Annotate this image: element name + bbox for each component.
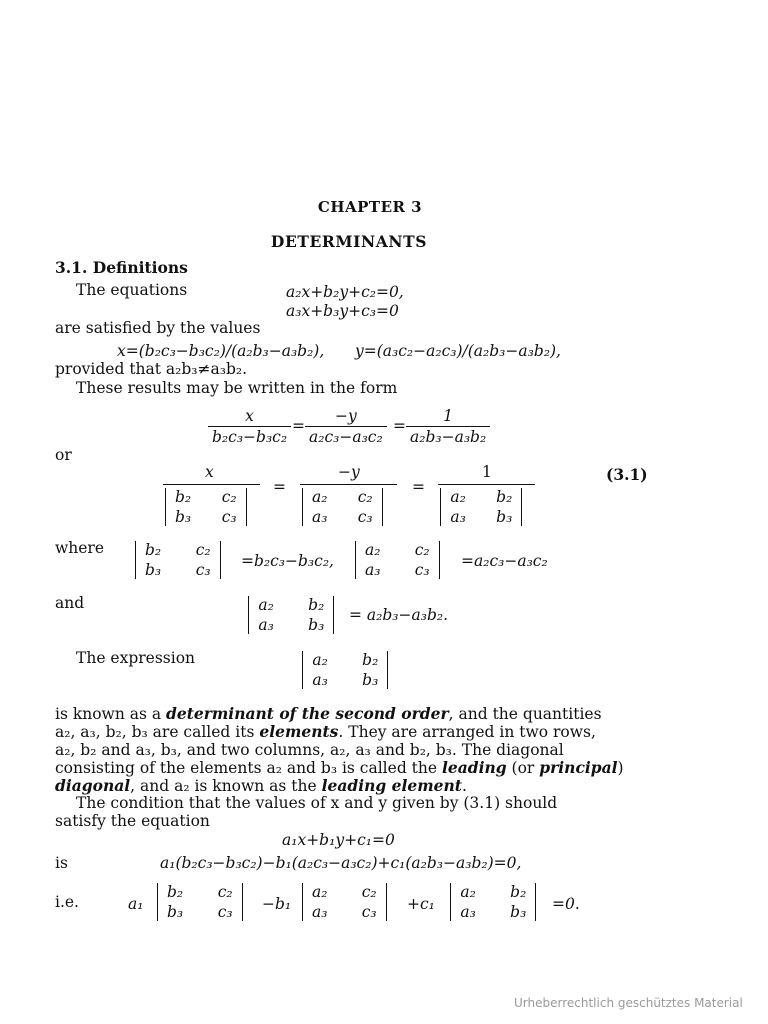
det-element: b₃ [167, 903, 184, 921]
fraction-denominator: b₂c₃−b₃c₂ [212, 428, 288, 446]
provided-text: provided that a₂b₃≠a₃b₂. [55, 360, 248, 378]
det-element: b₂ [308, 596, 325, 614]
emphasis: leading [441, 758, 507, 777]
paragraph-line: a₂, b₂ and a₃, b₃, and two columns, a₂, a₃ and b₂, b₃. The diagonal [55, 741, 564, 759]
emphasis: diagonal [55, 776, 131, 795]
det-element: a₃ [460, 903, 476, 921]
section-heading: 3.1. Definitions [55, 258, 188, 277]
fraction-bar [438, 484, 535, 485]
numerator-minus-y: −y [338, 463, 360, 481]
det-element: b₃ [145, 561, 162, 579]
determinant-bc [135, 541, 221, 579]
det-element: b₃ [308, 616, 325, 634]
det-element: c₂ [221, 488, 237, 506]
fraction-x [208, 407, 291, 446]
copyright-watermark: Urheberrechtlich geschütztes Material [514, 996, 743, 1010]
determinant-ab [440, 488, 522, 526]
fraction-one [406, 407, 490, 446]
det-element: a₃ [365, 561, 381, 579]
determinant-ab [302, 651, 388, 689]
det-element: a₂ [258, 596, 274, 614]
determinant-bc [157, 883, 243, 921]
det-element: b₃ [175, 508, 192, 526]
text-run: . [461, 777, 467, 795]
coefficient-plus-c1: +c₁ [407, 895, 435, 913]
is-label: is [55, 854, 68, 872]
emphasis: principal [539, 758, 618, 777]
det-element: a₃ [312, 508, 328, 526]
det-element: c₂ [217, 883, 233, 901]
where-label: where [55, 539, 105, 557]
paragraph-line: The condition that the values of x and y given by (3.1) should [76, 794, 558, 812]
equals-zero: =0. [552, 895, 580, 913]
determinant-ac [355, 541, 440, 579]
equation-1: a₂x+b₂y+c₂=0, [286, 283, 404, 301]
intro-label: The equations [76, 281, 188, 299]
det-element: c₂ [361, 883, 377, 901]
text-run: consisting of the elements a₂ and b₃ is called the [55, 759, 442, 777]
determinant-ab [248, 596, 334, 634]
det-element: c₂ [195, 541, 211, 559]
det-element: c₃ [195, 561, 211, 579]
det-element: b₂ [175, 488, 192, 506]
det-element: c₂ [414, 541, 430, 559]
equals-sign: = [393, 417, 406, 435]
determinant-ac [302, 488, 383, 526]
chapter-number: CHAPTER 3 [317, 198, 423, 216]
where-value-2: =a₂c₃−a₃c₂ [461, 552, 548, 570]
det-element: c₃ [357, 508, 373, 526]
det-element: a₃ [450, 508, 466, 526]
numerator-x: x [205, 463, 214, 481]
or-label: or [55, 446, 72, 464]
ie-label: i.e. [55, 893, 79, 911]
fraction-denominator: a₂b₃−a₃b₂ [410, 428, 487, 446]
fraction-bar [163, 484, 260, 485]
equation-2: a₃x+b₃y+c₃=0 [286, 302, 399, 320]
det-element: c₃ [361, 903, 377, 921]
form-text: These results may be written in the form [76, 379, 398, 397]
emphasis: determinant of the second order [166, 704, 449, 723]
solution-x: x=(b₂c₃−b₃c₂)/(a₂b₃−a₃b₂), [117, 342, 325, 360]
det-element: b₂ [362, 651, 379, 669]
equation-3: a₁x+b₁y+c₁=0 [282, 831, 395, 849]
fraction-numerator: −y [305, 407, 387, 427]
emphasis: leading element [321, 776, 462, 795]
det-element: a₂ [312, 883, 328, 901]
det-element: b₂ [167, 883, 184, 901]
paragraph-line [55, 705, 602, 723]
det-element: c₃ [414, 561, 430, 579]
chapter-title: DETERMINANTS [270, 232, 428, 251]
equals-sign: = [412, 478, 425, 496]
det-element: b₃ [496, 508, 513, 526]
text-run: ) [617, 759, 624, 777]
equation-number: (3.1) [606, 465, 648, 484]
fraction-denominator: a₂c₃−a₃c₂ [309, 428, 383, 446]
paragraph-line [55, 777, 467, 795]
determinant-ab [450, 883, 536, 921]
and-value: = a₂b₃−a₃b₂. [349, 606, 449, 624]
fraction-bar [300, 484, 397, 485]
det-element: a₂ [365, 541, 381, 559]
expanded-equation: a₁(b₂c₃−b₃c₂)−b₁(a₂c₃−a₃c₂)+c₁(a₂b₃−a₃b₂)=0, [160, 854, 522, 872]
text-run: , and the quantities [448, 705, 602, 723]
det-element: b₂ [496, 488, 513, 506]
det-element: a₂ [460, 883, 476, 901]
emphasis: elements [259, 722, 339, 741]
satisfied-text: are satisfied by the values [55, 319, 261, 337]
det-element: b₂ [145, 541, 162, 559]
det-element: a₃ [312, 671, 328, 689]
det-element: c₃ [221, 508, 237, 526]
paragraph-line [55, 723, 596, 741]
det-element: c₃ [217, 903, 233, 921]
expression-label: The expression [76, 649, 196, 667]
where-value-1: =b₂c₃−b₃c₂, [241, 552, 334, 570]
text-run: , and a₂ is known as the [130, 777, 322, 795]
coefficient-minus-b1: −b₁ [262, 895, 292, 913]
text-run: a₂, a₃, b₂, b₃ are called its [55, 723, 260, 741]
paragraph-line [55, 759, 624, 777]
det-element: a₂ [450, 488, 466, 506]
det-element: b₂ [510, 883, 527, 901]
numerator-one: 1 [482, 463, 492, 481]
det-element: b₃ [362, 671, 379, 689]
fraction-numerator: x [208, 407, 291, 427]
fraction-numerator: 1 [406, 407, 490, 427]
det-element: a₃ [258, 616, 274, 634]
det-element: a₃ [312, 903, 328, 921]
determinant-bc [165, 488, 247, 526]
paragraph-line: satisfy the equation [55, 812, 210, 830]
text-run: . They are arranged in two rows, [338, 723, 596, 741]
equals-sign: = [273, 478, 286, 496]
solution-y: y=(a₃c₂−a₂c₃)/(a₂b₃−a₃b₂), [355, 342, 561, 360]
determinant-ac [302, 883, 387, 921]
det-element: a₂ [312, 651, 328, 669]
text-run: (or [506, 759, 540, 777]
coefficient-a1: a₁ [128, 895, 144, 913]
text-run: is known as a [55, 705, 167, 723]
fraction-y [305, 407, 387, 446]
equals-sign: = [292, 417, 305, 435]
det-element: b₃ [510, 903, 527, 921]
and-label: and [55, 594, 85, 612]
det-element: a₂ [312, 488, 328, 506]
det-element: c₂ [357, 488, 373, 506]
